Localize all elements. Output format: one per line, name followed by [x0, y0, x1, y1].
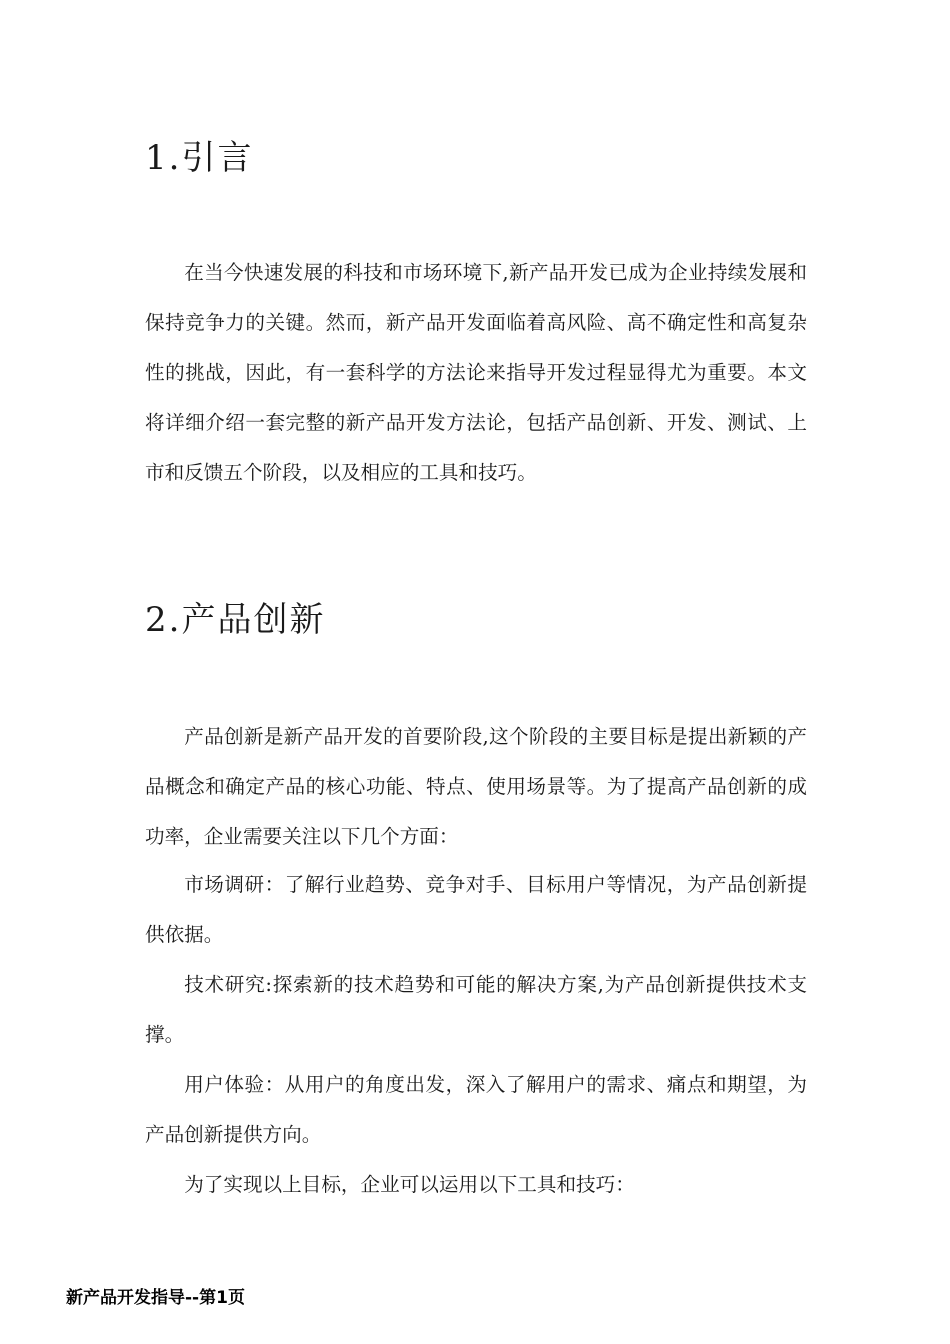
- paragraph-introduction: 在当今快速发展的科技和市场环境下,新产品开发已成为企业持续发展和保持竞争力的关键。然而，新产品开发面临着高风险、高不确定性和高复杂性的挑战，因此，有一套科学的方法论来指导开发过程显得尤为重要。本文将详细介绍一套完整的新产品开发方法论，包括产品创新、开发、测试、上市和反馈五个阶段，以及相应的工具和技巧。: [145, 261, 807, 484]
- paragraph-technology-research: 技术研究:探索新的技术趋势和可能的解决方案,为产品创新提供技术支撑。: [145, 973, 807, 1046]
- paragraph-market-research: 市场调研：了解行业趋势、竞争对手、目标用户等情况，为产品创新提供依据。: [145, 873, 807, 946]
- section-heading-product-innovation: 2.产品创新: [145, 600, 326, 640]
- paragraph-tools-intro: 为了实现以上目标，企业可以运用以下工具和技巧：: [184, 1173, 635, 1196]
- paragraph-innovation-overview: 产品创新是新产品开发的首要阶段,这个阶段的主要目标是提出新颖的产品概念和确定产品的核心功能、特点、使用场景等。为了提高产品创新的成功率，企业需要关注以下几个方面：: [145, 725, 807, 848]
- paragraph-user-experience: 用户体验：从用户的角度出发，深入了解用户的需求、痛点和期望，为产品创新提供方向。: [145, 1073, 807, 1146]
- section-heading-introduction: 1.引言: [145, 138, 254, 178]
- page-footer: 新产品开发指导--第1页: [66, 1288, 245, 1308]
